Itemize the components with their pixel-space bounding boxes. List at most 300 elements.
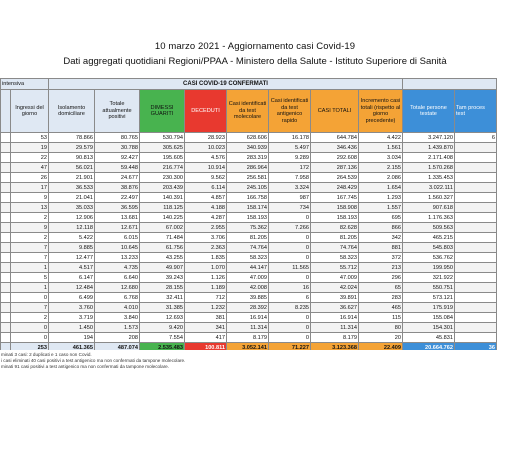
table-cell: 4.517 [49, 263, 95, 273]
total-row [1, 343, 497, 351]
total-cell: 3.123.368 [311, 343, 359, 351]
table-cell [455, 263, 497, 273]
table-cell: 321.922 [403, 273, 455, 283]
table-cell: 9.562 [185, 173, 227, 183]
table-cell: 32.411 [140, 293, 185, 303]
table-cell: 340.939 [227, 143, 269, 153]
table-row [1, 313, 497, 323]
table-cell: 166.758 [227, 193, 269, 203]
table-cell [455, 173, 497, 183]
covid-data-table [0, 78, 497, 350]
table-cell: 7 [11, 253, 49, 263]
col-header-dimessi: DIMESSI GUARITI [140, 90, 185, 133]
table-cell: 16 [269, 283, 311, 293]
table-cell: 695 [359, 213, 403, 223]
table-cell: 881 [359, 243, 403, 253]
table-cell: 6 [269, 293, 311, 303]
table-cell: 545.803 [403, 243, 455, 253]
table-cell: 0 [269, 313, 311, 323]
table-row [1, 243, 497, 253]
table-cell: 2 [11, 213, 49, 223]
table-cell: 248.429 [311, 183, 359, 193]
table-cell: 92.427 [95, 153, 140, 163]
table-cell: 36.627 [311, 303, 359, 313]
table-cell: 22 [11, 153, 49, 163]
table-cell: 53 [11, 133, 49, 143]
table-row [1, 213, 497, 223]
table-cell [1, 313, 11, 323]
table-cell: 1.560.327 [403, 193, 455, 203]
table-cell: 199.950 [403, 263, 455, 273]
table-cell: 47.009 [311, 273, 359, 283]
table-cell [1, 193, 11, 203]
table-cell: 256.581 [227, 173, 269, 183]
table-cell: 9 [11, 193, 49, 203]
table-row [1, 173, 497, 183]
table-cell: 465.215 [403, 233, 455, 243]
table-cell [455, 153, 497, 163]
table-cell [455, 243, 497, 253]
table-cell: 43.255 [140, 253, 185, 263]
total-cell: 71.227 [269, 343, 311, 351]
table-cell: 29.579 [49, 143, 95, 153]
table-cell [455, 163, 497, 173]
table-cell [455, 333, 497, 343]
table-row [1, 163, 497, 173]
table-cell: 6.015 [95, 233, 140, 243]
table-cell [455, 193, 497, 203]
table-cell [455, 203, 497, 213]
table-cell: 65 [359, 283, 403, 293]
table-cell: 12.671 [95, 223, 140, 233]
table-cell: 28.923 [185, 133, 227, 143]
total-cell: 487.074 [95, 343, 140, 351]
table-cell: 30.788 [95, 143, 140, 153]
table-cell: 1.561 [359, 143, 403, 153]
table-cell: 0 [269, 273, 311, 283]
table-cell: 115 [359, 313, 403, 323]
table-cell: 140.391 [140, 193, 185, 203]
table-cell [1, 323, 11, 333]
table-cell: 341 [185, 323, 227, 333]
table-cell: 8.179 [227, 333, 269, 343]
table-cell: 0 [11, 323, 49, 333]
table-cell: 42.008 [227, 283, 269, 293]
total-cell: 253 [11, 343, 49, 351]
table-cell: 245.105 [227, 183, 269, 193]
table-cell: 24.677 [95, 173, 140, 183]
table-cell [455, 183, 497, 193]
col-header-antigenico: Casi identificati da test antigenico rapido [269, 90, 311, 133]
table-cell: 3.719 [49, 313, 95, 323]
table-cell [1, 333, 11, 343]
table-cell: 8.235 [269, 303, 311, 313]
table-cell: 38.876 [95, 183, 140, 193]
table-cell: 47.009 [227, 273, 269, 283]
table-cell: 167.745 [311, 193, 359, 203]
table-cell: 45.831 [403, 333, 455, 343]
table-cell: 42.024 [311, 283, 359, 293]
table-cell: 2.171.408 [403, 153, 455, 163]
table-cell: 1.126 [185, 273, 227, 283]
table-cell: 3.034 [359, 153, 403, 163]
table-cell: 12.906 [49, 213, 95, 223]
table-row [1, 223, 497, 233]
table-cell: 9.289 [269, 153, 311, 163]
col-header-incremento: Incremento casi totali (rispetto al giorno precedente) [359, 90, 403, 133]
table-cell: 4.422 [359, 133, 403, 143]
col-header-molecolare: Casi identificati da test molecolare [227, 90, 269, 133]
table-cell: 296 [359, 273, 403, 283]
table-cell: 80.765 [95, 133, 140, 143]
table-cell: 2.363 [185, 243, 227, 253]
total-cell: 100.811 [185, 343, 227, 351]
table-cell: 550.751 [403, 283, 455, 293]
table-cell: 7.266 [269, 223, 311, 233]
table-cell [1, 273, 11, 283]
table-cell: 58.323 [311, 253, 359, 263]
total-cell: 22.409 [359, 343, 403, 351]
table-cell: 536.762 [403, 253, 455, 263]
col-header-deceduti: DECEDUTI [185, 90, 227, 133]
table-cell [455, 303, 497, 313]
table-cell: 907.618 [403, 203, 455, 213]
table-cell: 1.176.363 [403, 213, 455, 223]
table-cell: 21.901 [49, 173, 95, 183]
table-cell [1, 213, 11, 223]
table-cell [1, 153, 11, 163]
table-cell: 81.205 [311, 233, 359, 243]
table-cell: 44.147 [227, 263, 269, 273]
col-header-totali: CASI TOTALI [311, 90, 359, 133]
col-header-ingressi: Ingressi del giorno [11, 90, 49, 133]
table-cell: 155.084 [403, 313, 455, 323]
table-cell: 2.155 [359, 163, 403, 173]
table-cell: 172 [269, 163, 311, 173]
table-cell: 1.570.268 [403, 163, 455, 173]
table-body [1, 133, 497, 351]
table-cell: 28.155 [140, 283, 185, 293]
table-row [1, 323, 497, 333]
left-header-fragment: intensiva [1, 79, 49, 90]
table-row [1, 293, 497, 303]
table-cell: 1.335.453 [403, 173, 455, 183]
table-cell: 158.193 [311, 213, 359, 223]
table-cell [455, 213, 497, 223]
table-cell: 417 [185, 333, 227, 343]
table-cell: 78.866 [49, 133, 95, 143]
table-cell: 5.422 [49, 233, 95, 243]
table-cell: 118.125 [140, 203, 185, 213]
table-cell [1, 303, 11, 313]
total-cell: 2.535.483 [140, 343, 185, 351]
table-cell: 342 [359, 233, 403, 243]
table-row [1, 203, 497, 213]
table-cell: 3.022.111 [403, 183, 455, 193]
table-cell: 1.070 [185, 263, 227, 273]
table-cell: 39.885 [227, 293, 269, 303]
table-cell: 1 [11, 263, 49, 273]
table-cell: 11.314 [227, 323, 269, 333]
table-cell: 10.023 [185, 143, 227, 153]
table-cell: 305.625 [140, 143, 185, 153]
table-cell: 26 [11, 173, 49, 183]
table-row [1, 273, 497, 283]
table-row [1, 193, 497, 203]
table-cell [455, 273, 497, 283]
table-cell: 0 [269, 243, 311, 253]
table-cell [455, 293, 497, 303]
table-cell: 372 [359, 253, 403, 263]
table-cell: 465 [359, 303, 403, 313]
table-cell: 0 [269, 213, 311, 223]
table-cell: 13 [11, 203, 49, 213]
table-row [1, 253, 497, 263]
table-cell: 10.914 [185, 163, 227, 173]
table-row [1, 143, 497, 153]
table-cell [1, 263, 11, 273]
table-cell [1, 173, 11, 183]
table-cell: 1.573 [95, 323, 140, 333]
table-cell: 208 [95, 333, 140, 343]
table-cell: 1.835 [185, 253, 227, 263]
table-cell: 6.499 [49, 293, 95, 303]
table-cell: 31.385 [140, 303, 185, 313]
table-cell: 0 [269, 323, 311, 333]
table-cell: 158.174 [227, 203, 269, 213]
table-cell: 6.147 [49, 273, 95, 283]
table-cell: 75.362 [227, 223, 269, 233]
table-cell: 1 [11, 283, 49, 293]
table-row [1, 183, 497, 193]
table-cell: 12.693 [140, 313, 185, 323]
table-row [1, 283, 497, 293]
table-cell: 12.484 [49, 283, 95, 293]
table-cell: 36.533 [49, 183, 95, 193]
table-cell: 346.436 [311, 143, 359, 153]
table-cell: 6.640 [95, 273, 140, 283]
table-cell: 216.774 [140, 163, 185, 173]
table-cell: 13.233 [95, 253, 140, 263]
table-cell: 74.764 [311, 243, 359, 253]
table-cell: 628.606 [227, 133, 269, 143]
table-cell: 4.188 [185, 203, 227, 213]
table-cell: 2 [11, 233, 49, 243]
table-cell [1, 233, 11, 243]
table-cell [1, 133, 11, 143]
table-row [1, 233, 497, 243]
table-cell: 4.735 [95, 263, 140, 273]
table-cell: 12.680 [95, 283, 140, 293]
col-header-positivi: Totale attualmente positivi [95, 90, 140, 133]
table-cell: 2.086 [359, 173, 403, 183]
table-cell: 1.439.870 [403, 143, 455, 153]
col-header-tail: Tam proces test [455, 90, 497, 133]
table-cell: 7 [11, 303, 49, 313]
table-cell: 1.654 [359, 183, 403, 193]
table-cell: 4.576 [185, 153, 227, 163]
table-cell: 82.628 [311, 223, 359, 233]
table-cell: 12.118 [49, 223, 95, 233]
table-cell [455, 253, 497, 263]
table-cell [1, 243, 11, 253]
table-cell: 74.764 [227, 243, 269, 253]
table-row [1, 133, 497, 143]
table-cell: 11.314 [311, 323, 359, 333]
table-cell: 61.756 [140, 243, 185, 253]
right-header-spacer [403, 79, 497, 90]
table-cell: 71.484 [140, 233, 185, 243]
table-cell: 154.301 [403, 323, 455, 333]
table-row [1, 153, 497, 163]
table-cell [1, 253, 11, 263]
table-cell [455, 233, 497, 243]
table-cell: 283.319 [227, 153, 269, 163]
table-cell: 530.794 [140, 133, 185, 143]
table-cell: 3.706 [185, 233, 227, 243]
table-cell: 16.914 [311, 313, 359, 323]
col-header-persone: Totale persone testate [403, 90, 455, 133]
table-cell: 7.554 [140, 333, 185, 343]
table-cell: 28.392 [227, 303, 269, 313]
table-cell: 47 [11, 163, 49, 173]
table-row [1, 333, 497, 343]
table-cell: 230.300 [140, 173, 185, 183]
table-cell [455, 283, 497, 293]
table-cell: 287.136 [311, 163, 359, 173]
table-cell [455, 313, 497, 323]
table-cell: 13.681 [95, 213, 140, 223]
table-cell: 1.293 [359, 193, 403, 203]
footnotes [0, 352, 510, 371]
table-cell: 3.324 [269, 183, 311, 193]
table-cell: 158.193 [227, 213, 269, 223]
table-cell: 734 [269, 203, 311, 213]
table-cell: 3.760 [49, 303, 95, 313]
table-cell [1, 163, 11, 173]
table-cell: 6.114 [185, 183, 227, 193]
table-cell: 573.121 [403, 293, 455, 303]
table-cell: 5.497 [269, 143, 311, 153]
table-cell [1, 283, 11, 293]
table-cell: 509.563 [403, 223, 455, 233]
table-cell: 140.225 [140, 213, 185, 223]
table-cell: 17 [11, 183, 49, 193]
table-cell: 0 [269, 333, 311, 343]
table-cell: 8.179 [311, 333, 359, 343]
table-cell: 9.420 [140, 323, 185, 333]
table-cell [455, 143, 497, 153]
table-cell: 3.840 [95, 313, 140, 323]
table-cell: 6.768 [95, 293, 140, 303]
table-cell: 158.908 [311, 203, 359, 213]
table-cell: 175.919 [403, 303, 455, 313]
table-cell: 55.712 [311, 263, 359, 273]
table-cell: 4.287 [185, 213, 227, 223]
table-cell: 381 [185, 313, 227, 323]
table-cell: 1.450 [49, 323, 95, 333]
table-cell: 2.955 [185, 223, 227, 233]
table-cell: 203.439 [140, 183, 185, 193]
table-cell [455, 323, 497, 333]
table-cell: 10.645 [95, 243, 140, 253]
table-cell: 80 [359, 323, 403, 333]
table-cell: 283 [359, 293, 403, 303]
table-cell [1, 143, 11, 153]
table-row [1, 263, 497, 273]
table-cell: 59.448 [95, 163, 140, 173]
table-cell: 12.477 [49, 253, 95, 263]
table-cell: 67.002 [140, 223, 185, 233]
col-header-blank [1, 90, 11, 133]
table-cell: 49.907 [140, 263, 185, 273]
table-cell: 3.247.120 [403, 133, 455, 143]
table-cell: 9 [11, 223, 49, 233]
table-cell: 5 [11, 273, 49, 283]
table-cell: 7.958 [269, 173, 311, 183]
table-cell [1, 293, 11, 303]
table-cell [1, 183, 11, 193]
table-cell: 21.041 [49, 193, 95, 203]
footnote-3: minati 91 casi positivi a test antigenico ma non confermati da tampone molecolare. [1, 364, 170, 370]
table-row [1, 303, 497, 313]
table-cell: 0 [11, 333, 49, 343]
table-cell: 90.813 [49, 153, 95, 163]
table-cell: 987 [269, 193, 311, 203]
table-cell: 0 [269, 233, 311, 243]
footnote-2: i casi eliminati 40 casi positivi a test antigenico ma non confermati da tampone molecolare. [1, 358, 186, 364]
table-cell: 4.010 [95, 303, 140, 313]
group-header: CASI COVID-19 CONFERMATI [49, 79, 403, 90]
table-cell: 81.205 [227, 233, 269, 243]
table-cell: 644.784 [311, 133, 359, 143]
table-cell: 7 [11, 243, 49, 253]
col-header-isolamento: Isolamento domiciliare [49, 90, 95, 133]
table-cell: 264.539 [311, 173, 359, 183]
table-cell: 213 [359, 263, 403, 273]
table-cell: 20 [359, 333, 403, 343]
total-cell [1, 343, 11, 351]
table-cell: 35.033 [49, 203, 95, 213]
table-cell: 16.914 [227, 313, 269, 323]
table-cell: 1.232 [185, 303, 227, 313]
total-cell: 461.365 [49, 343, 95, 351]
covid-data-table-container [0, 78, 510, 350]
table-cell: 56.021 [49, 163, 95, 173]
table-cell: 194 [49, 333, 95, 343]
table-cell: 16.178 [269, 133, 311, 143]
table-cell: 19 [11, 143, 49, 153]
table-cell: 39.891 [311, 293, 359, 303]
total-cell: 36 [455, 343, 497, 351]
table-cell: 36.595 [95, 203, 140, 213]
total-cell: 20.664.762 [403, 343, 455, 351]
table-cell: 1.557 [359, 203, 403, 213]
footnote-1: minati 3 casi: 2 duplicati e 1 caso non Covid. [1, 352, 92, 357]
table-cell: 2 [11, 313, 49, 323]
total-cell: 3.052.141 [227, 343, 269, 351]
table-cell: 712 [185, 293, 227, 303]
page-title: 10 marzo 2021 - Aggiornamento casi Covid-19 [154, 41, 356, 52]
table-cell: 4.857 [185, 193, 227, 203]
table-cell: 11.565 [269, 263, 311, 273]
table-cell: 0 [269, 253, 311, 263]
table-cell: 39.243 [140, 273, 185, 283]
table-cell: 22.497 [95, 193, 140, 203]
table-cell: 292.608 [311, 153, 359, 163]
table-cell [455, 223, 497, 233]
table-cell: 286.964 [227, 163, 269, 173]
